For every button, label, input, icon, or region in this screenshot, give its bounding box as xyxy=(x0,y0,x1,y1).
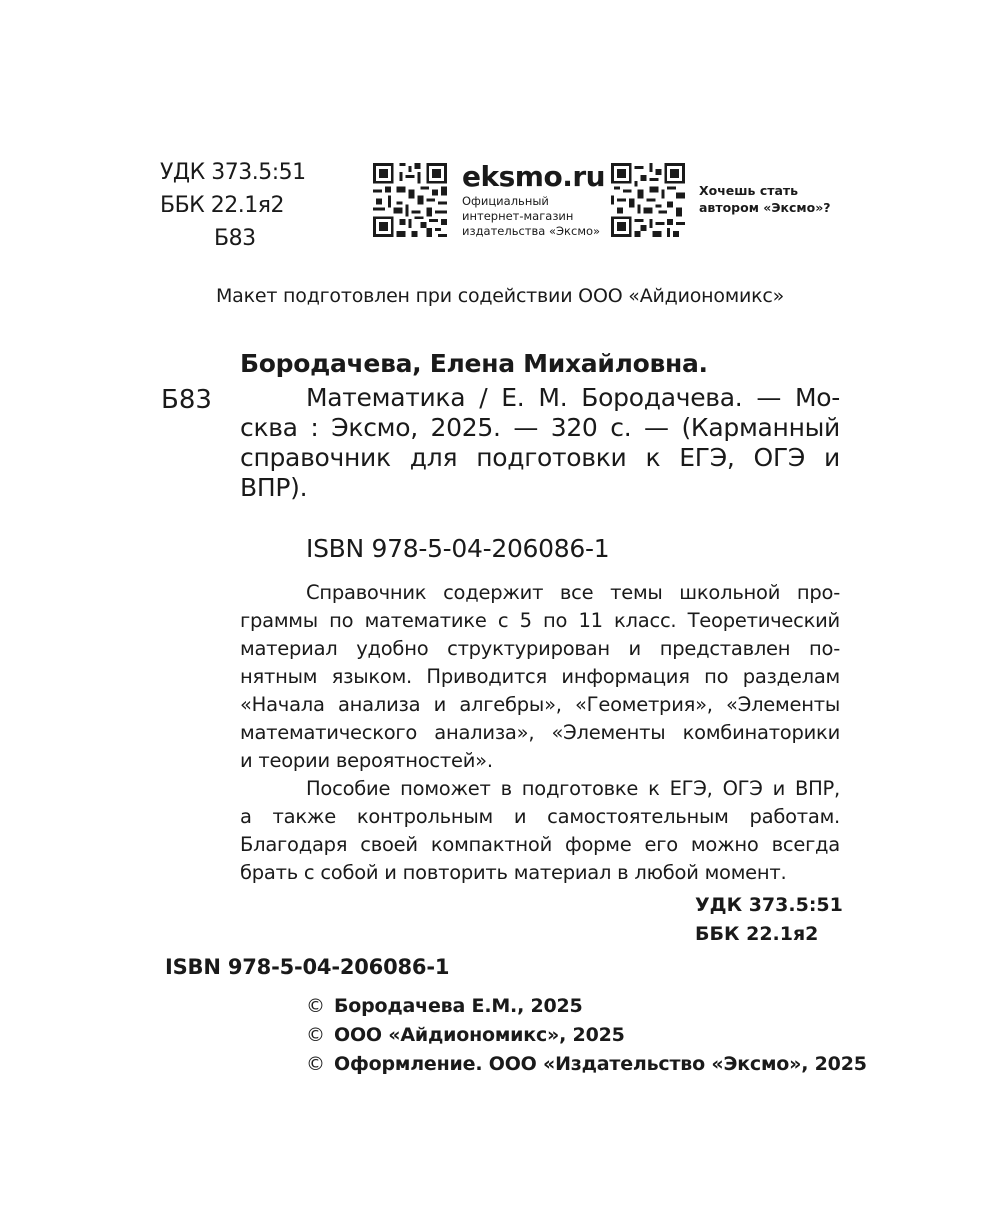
catalog-isbn: ISBN 978-5-04-206086-1 xyxy=(306,534,610,563)
annotation-line: нятным языком. Приводится информация по разделам xyxy=(240,665,840,688)
copyright-text: Бородачева Е.М., 2025 xyxy=(334,995,583,1017)
copyright-line xyxy=(306,995,583,1017)
author-invite-line: автором «Эксмо»? xyxy=(699,200,831,215)
bottom-udk: УДК 373.5:51 xyxy=(695,894,843,916)
prepared-note: Макет подготовлен при содействии ООО «Айдиономикс» xyxy=(215,285,785,307)
copyright-line xyxy=(306,1053,867,1075)
annotation-line: Благодаря своей компактной форме его можно всегда xyxy=(240,833,840,856)
catalog-author: Бородачева, Елена Михайловна. xyxy=(240,349,708,378)
annotation-line: «Начала анализа и алгебры», «Геометрия», «Элементы xyxy=(240,693,840,716)
udk-code: УДК 373.5:51 xyxy=(160,160,306,185)
annotation-line: Пособие поможет в подготовке к ЕГЭ, ОГЭ и ВПР, xyxy=(306,777,840,800)
annotation-line: математического анализа», «Элементы комбинаторики xyxy=(240,721,840,744)
catalog-author-mark: Б83 xyxy=(161,385,212,415)
site-description-line: Официальный xyxy=(462,194,549,208)
catalog-description xyxy=(240,383,840,503)
annotation-line: и теории вероятностей». xyxy=(240,749,493,772)
qr-code-author[interactable] xyxy=(611,163,685,237)
catalog-description-line: ВПР). xyxy=(240,473,308,502)
annotation-line: а также контрольным и самостоятельным работам. xyxy=(240,805,840,828)
site-description xyxy=(462,194,600,239)
catalog-description-line: сква : Эксмо, 2025. — 320 с. — (Карманный xyxy=(240,413,840,442)
copyright-text: ООО «Айдиономикс», 2025 xyxy=(334,1024,625,1046)
site-description-line: интернет-магазин xyxy=(462,209,574,223)
annotation-line: брать с собой и повторить материал в любой момент. xyxy=(240,861,787,884)
copyright-symbol: © xyxy=(306,995,325,1017)
annotation-line: граммы по математике с 5 по 11 класс. Теоретический xyxy=(240,609,840,632)
catalog-description-line: справочник для подготовки к ЕГЭ, ОГЭ и xyxy=(240,443,840,472)
site-description-line: издательства «Эксмо» xyxy=(462,224,601,238)
copyright-symbol: © xyxy=(306,1024,325,1046)
author-invite xyxy=(699,182,831,216)
copyright-text: Оформление. ООО «Издательство «Эксмо», 2025 xyxy=(334,1053,867,1075)
copyright-line xyxy=(306,1024,625,1046)
catalog-description-line: Математика / Е. М. Бородачева. — Мо- xyxy=(306,383,840,412)
bbk-code: ББК 22.1я2 xyxy=(160,193,285,218)
annotation xyxy=(240,579,840,887)
site-name[interactable]: eksmo.ru xyxy=(462,160,606,193)
isbn-bottom: ISBN 978-5-04-206086-1 xyxy=(165,955,450,979)
bottom-codes xyxy=(695,891,843,949)
annotation-line: материал удобно структурирован и представлен по- xyxy=(240,637,840,660)
copyright-symbol: © xyxy=(306,1053,325,1075)
author-mark-code: Б83 xyxy=(214,226,256,251)
qr-code-shop[interactable] xyxy=(373,163,447,237)
author-invite-line: Хочешь стать xyxy=(699,183,799,198)
annotation-line: Справочник содержит все темы школьной про- xyxy=(306,581,840,604)
bottom-bbk: ББК 22.1я2 xyxy=(695,923,819,945)
